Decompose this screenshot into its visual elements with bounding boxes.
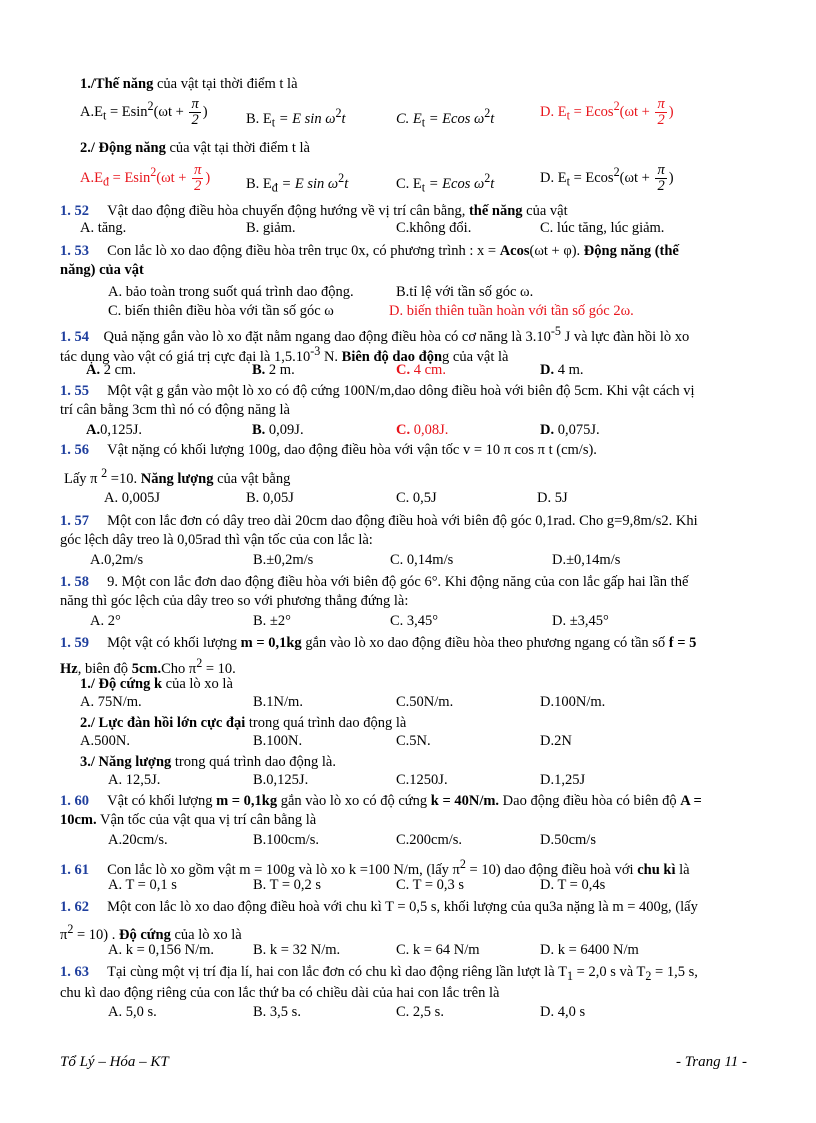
question-57: 1. 57 Một con lắc đơn có dây treo dài 20cm dao động điều hoà với biên độ góc 0,1rad. Cho g=9,8m/s2. Khi: [60, 513, 698, 529]
question-56: 1. 56 Vật nặng có khối lượng 100g, dao động điều hòa với vận tốc v = 10 π cos π t (cm/s).: [60, 442, 597, 458]
q56-option-d: D. 5J: [537, 490, 568, 506]
question-58: 1. 58 9. Một con lắc đơn dao động điều hòa với biên độ góc 6°. Khi động năng của con lắc gấp hai lần thế: [60, 574, 689, 590]
q57-option-b: B.±0,2m/s: [253, 552, 314, 568]
q53-option-c: C. biến thiên điều hòa với tần số góc ω: [108, 303, 334, 319]
question-63: 1. 63 Tại cùng một vị trí địa lí, hai con lắc đơn có chu kì dao động riêng lần lượt là $T_1 = 2,0$ s và $T_2 = 1,5$ s,: [60, 964, 698, 983]
q54-option-d: D. 4 m.: [540, 362, 584, 378]
q53-option-b: B.tỉ lệ với tần số góc ω.: [396, 284, 534, 300]
intro-q2-stem: 2./ Động năng của vật tại thời điểm t là: [80, 140, 310, 156]
q60-option-c: C.200cm/s.: [396, 832, 463, 848]
q57-option-a: A.0,2m/s: [90, 552, 144, 568]
question-57-line2: góc lệch dây treo là 0,05rad thì vận tốc của con lắc là:: [60, 532, 373, 548]
q56-option-b: B. 0,05J: [246, 490, 294, 506]
q52-option-a: A. tăng.: [80, 220, 127, 236]
intro-q2-option-c: C. $E_t = Ecos$ $\omega^2t$: [396, 171, 495, 195]
q58-option-a: A. 2°: [90, 613, 121, 629]
intro-q2-option-b: B. $E_đ = E$ $\sin \omega^2t$: [246, 171, 349, 195]
question-54-line2: tác dụng vào vật có giá trị cực đại là $1,5.10^{-3}$ N. Biên độ dao động của vật là: [60, 344, 509, 365]
question-59-line2: Hz, biên độ 5cm.Cho $\pi^2 = 10$.: [60, 656, 236, 677]
intro-q1-option-a: $A.E_t = Esin^2(\omega t$ + $\frac{\pi}{2}$ ): [80, 96, 208, 128]
q61-option-c: C. T = 0,3 s: [396, 877, 465, 893]
footer-left: Tổ Lý – Hóa – KT: [60, 1054, 169, 1070]
q59-sub2-option-d: D.2N: [540, 733, 572, 749]
q59-sub3-stem: 3./ Năng lượng trong quá trình dao động là.: [80, 754, 336, 770]
question-53-line2: năng) của vật: [60, 262, 144, 278]
q52-option-c: C.không đổi.: [396, 220, 472, 236]
q54-option-b: B. 2 m.: [252, 362, 295, 378]
q61-option-b: B. T = 0,2 s: [253, 877, 322, 893]
q52-option-b: B. giảm.: [246, 220, 296, 236]
q54-option-a: A. 2 cm.: [86, 362, 136, 378]
question-60-line2: 10cm. Vận tốc của vật qua vị trí cân bằng là: [60, 812, 317, 828]
intro-q2-option-d: D. $E_t = Ecos^2(\omega t$ + $\frac{\pi}{2}$ ): [540, 162, 674, 194]
q57-option-d: D.±0,14m/s: [552, 552, 621, 568]
q56-option-c: C. 0,5J: [396, 490, 437, 506]
q59-sub3-option-a: A. 12,5J.: [108, 772, 161, 788]
q62-option-d: D. k = 6400 N/m: [540, 942, 639, 958]
q55-option-d: D. 0,075J.: [540, 422, 600, 438]
question-59: 1. 59 Một vật có khối lượng m = 0,1kg gắn vào lò xo dao động điều hòa theo phương ngang có tần số f = 5: [60, 635, 697, 651]
question-52: 1. 52 Vật dao động điều hòa chuyển động hướng về vị trí cân bằng, thế năng của vật: [60, 203, 568, 219]
q56-option-a: A. 0,005J: [104, 490, 160, 506]
q59-sub2-stem: 2./ Lực đàn hồi lớn cực đại trong quá trình dao động là: [80, 715, 407, 731]
q59-sub3-option-c: C.1250J.: [396, 772, 448, 788]
q63-option-d: D. 4,0 s: [540, 1004, 586, 1020]
q58-option-d: D. ±3,45°: [552, 613, 609, 629]
question-63-line2: chu kì dao động riêng của con lắc thứ ba có chiều dài của hai con lắc trên là: [60, 985, 500, 1001]
q63-option-c: C. 2,5 s.: [396, 1004, 444, 1020]
q52-option-d: C. lúc tăng, lúc giảm.: [540, 220, 665, 236]
q62-option-b: B. k = 32 N/m.: [253, 942, 341, 958]
q60-option-d: D.50cm/s: [540, 832, 596, 848]
question-62-line2: $\pi^2 = 10$) . Độ cứng của lò xo là: [60, 922, 242, 943]
q59-sub1-option-a: A. 75N/m.: [80, 694, 142, 710]
q62-option-a: A. k = 0,156 N/m.: [108, 942, 215, 958]
question-61: 1. 61 Con lắc lò xo gồm vật m = 100g và lò xo k =100 N/m, (lấy $\pi^2 = 10$) dao động điều hoà với chu kì là: [60, 857, 690, 878]
q55-option-c: C. 0,08J.: [396, 422, 449, 438]
question-53: 1. 53 Con lắc lò xo dao động điều hòa trên trục 0x, có phương trình : x = Acos(ωt + φ). Động năng (thế: [60, 243, 679, 259]
q59-sub2-option-a: A.500N.: [80, 733, 130, 749]
question-54: 1. 54 Quả nặng gắn vào lò xo đặt nằm ngang dao động điều hòa có cơ năng là $3.10^{-5}$ J và lực đàn hồi lò xo: [60, 324, 690, 345]
question-56-line2: Lấy π $^2$ =10. Năng lượng của vật bằng: [64, 466, 291, 487]
q53-option-d: D. biến thiên tuần hoàn với tần số góc 2ω.: [389, 303, 634, 319]
q53-option-a: A. bảo toàn trong suốt quá trình dao động.: [108, 284, 354, 300]
q59-sub3-option-d: D.1,25J: [540, 772, 586, 788]
intro-q1-option-d: D. $E_t = Ecos^2(\omega t$ + $\frac{\pi}{2}$ ): [540, 96, 674, 128]
q55-option-a: A.0,125J.: [86, 422, 143, 438]
footer-page-number: - Trang 11 -: [676, 1054, 747, 1070]
q59-sub2-option-c: C.5N.: [396, 733, 431, 749]
intro-q2-option-a: $A.E_đ = Esin^2(\omega t$ + $\frac{\pi}{2}$ ): [80, 162, 211, 194]
q62-option-c: C. k = 64 N/m: [396, 942, 480, 958]
q60-option-b: B.100cm/s.: [253, 832, 320, 848]
q59-sub3-option-b: B.0,125J.: [253, 772, 309, 788]
q58-option-b: B. ±2°: [253, 613, 291, 629]
q54-option-c: C. 4 cm.: [396, 362, 446, 378]
q61-option-a: A. T = 0,1 s: [108, 877, 177, 893]
q63-option-b: B. 3,5 s.: [253, 1004, 301, 1020]
question-58-line2: năng thì góc lệch của dây treo so với phương thẳng đứng là:: [60, 593, 409, 609]
q57-option-c: C. 0,14m/s: [390, 552, 454, 568]
question-62: 1. 62 Một con lắc lò xo dao động điều hoà với chu kì T = 0,5 s, khối lượng của qu3a nặng là m = 400g, (lấy: [60, 899, 698, 915]
question-55-line2: trí cân bằng 3cm thì nó có động năng là: [60, 402, 290, 418]
q58-option-c: C. 3,45°: [390, 613, 439, 629]
question-55: 1. 55 Một vật g gắn vào một lò xo có độ cứng 100N/m,dao dông điều hoà với biên độ 5cm. Khi vật cách vị: [60, 383, 695, 399]
intro-q1-option-c: C. $E_t = Ecos$ $\omega^2t$: [396, 106, 495, 130]
q59-sub2-option-b: B.100N.: [253, 733, 303, 749]
q61-option-d: D. T = 0,4s: [540, 877, 606, 893]
q55-option-b: B. 0,09J.: [252, 422, 304, 438]
q59-sub1-option-d: D.100N/m.: [540, 694, 606, 710]
q59-sub1-option-b: B.1N/m.: [253, 694, 303, 710]
question-60: 1. 60 Vật có khối lượng m = 0,1kg gắn vào lò xo có độ cứng k = 40N/m. Dao động điều hòa có biên độ A =: [60, 793, 702, 809]
q59-sub1-stem: 1./ Độ cứng k của lò xo là: [80, 676, 233, 692]
intro-q1-option-b: B. $E_t = E$ $\sin \omega^2t$: [246, 106, 346, 130]
q59-sub1-option-c: C.50N/m.: [396, 694, 454, 710]
q60-option-a: A.20cm/s.: [108, 832, 168, 848]
q63-option-a: A. 5,0 s.: [108, 1004, 157, 1020]
intro-q1-stem: 1./Thế năng của vật tại thời điểm t là: [80, 76, 298, 92]
